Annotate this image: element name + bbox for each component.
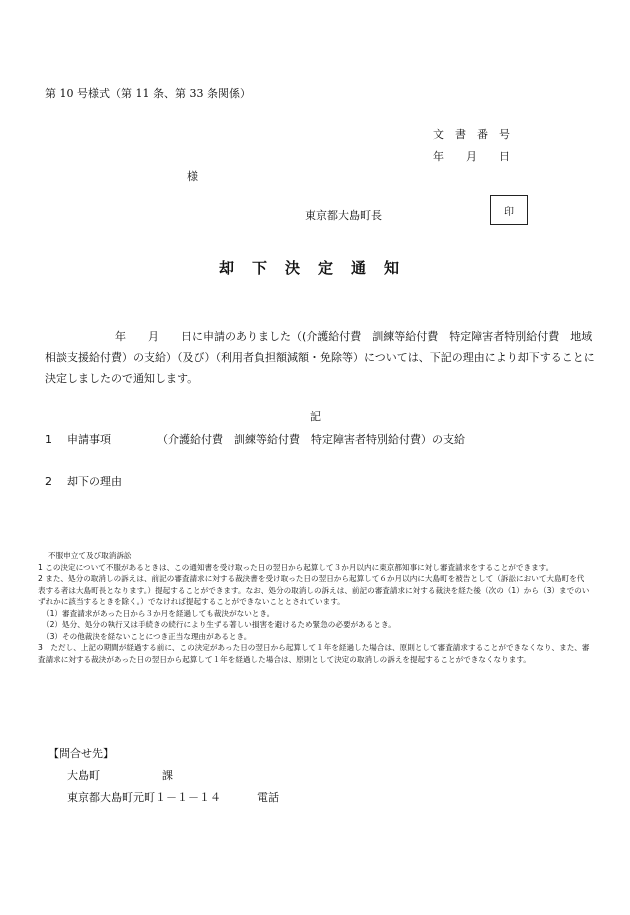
document-number-label: 文 書 番 号 xyxy=(433,128,510,141)
appeal-notice xyxy=(38,550,590,665)
appeal-paragraph-1: 1 この決定について不服があるときは、この通知書を受け取った日の翌日から起算して３か月以内に東京都知事に対し審査請求をすることができます。 xyxy=(38,562,554,572)
appeal-paragraph-3: 3 ただし、上記の期間が経過する前に、この決定があった日の翌日から起算して１年を経過した場合は、原則として審査請求することができなくなり、また、審査請求に対する裁決があった日の翌日から起算して１年を経過した場合は、原則として決定の取消しの訴えを提起することができなくなります。 xyxy=(38,643,590,664)
item-value: （介護給付費 訓練等給付費 特定障害者特別給付費）の支給 xyxy=(157,433,465,446)
contact-heading: 【問合せ先】 xyxy=(48,747,114,760)
date-label: 年 月 日 xyxy=(433,150,510,163)
appeal-sub-3: （3）その他裁決を経ないことにつき正当な理由があるとき。 xyxy=(42,631,252,641)
ki-label: 記 xyxy=(310,410,321,423)
item-label: 却下の理由 xyxy=(67,475,122,488)
notice-body-text: 年 月 日に申請のありました（(介護給付費 訓練等給付費 特定障害者特別給付費 地域相談支援給付費）の支給）（及び）（利用者負担額減額・免除等）については、下記の理由により却下することに決定しましたので通知します。 xyxy=(45,330,595,385)
page-title: 却下決定通知 xyxy=(219,259,418,277)
reason-item xyxy=(45,473,122,489)
item-number: 2 xyxy=(45,475,52,488)
contact-address: 東京都大島町元町１－１－１４ xyxy=(67,791,221,804)
contact-tel: 電話 xyxy=(257,791,279,804)
appeal-paragraph-2: 2 また、処分の取消しの訴えは、前記の審査請求に対する裁決書を受け取った日の翌日から起算して６か月以内に大島町を被告として（訴訟において大島町を代表する者は大島町長となります。）提起することができます。なお、処分の取消しの訴えは、前記の審査請求に対する裁決を経た後（次の（1）から（3）までのいずれかに該当するときを除く。）でなければ提起することができないこととされています。 xyxy=(38,574,590,606)
contact-address-line xyxy=(67,789,279,805)
sender-name: 東京都大島町長 xyxy=(305,209,382,222)
appeal-sub-2: （2）処分、処分の執行又は手続きの続行により生ずる著しい損害を避けるため緊急の必要があるとき。 xyxy=(42,620,396,629)
item-label: 申請事項 xyxy=(67,433,111,446)
form-number: 第 10 号様式（第 11 条、第 33 条関係） xyxy=(45,87,251,100)
contact-section: 課 xyxy=(162,769,173,782)
notice-body xyxy=(45,326,595,389)
addressee-suffix: 様 xyxy=(187,170,198,183)
application-item xyxy=(45,431,465,447)
contact-town: 大島町 xyxy=(67,769,100,782)
contact-town-line xyxy=(67,767,173,783)
item-number: 1 xyxy=(45,433,52,446)
seal-box xyxy=(490,195,528,225)
appeal-heading: 不服申立て及び取消訴訟 xyxy=(48,551,132,560)
seal-label: 印 xyxy=(504,206,514,218)
appeal-sub-1: （1）審査請求があった日から３か月を経過しても裁決がないとき。 xyxy=(42,608,275,618)
